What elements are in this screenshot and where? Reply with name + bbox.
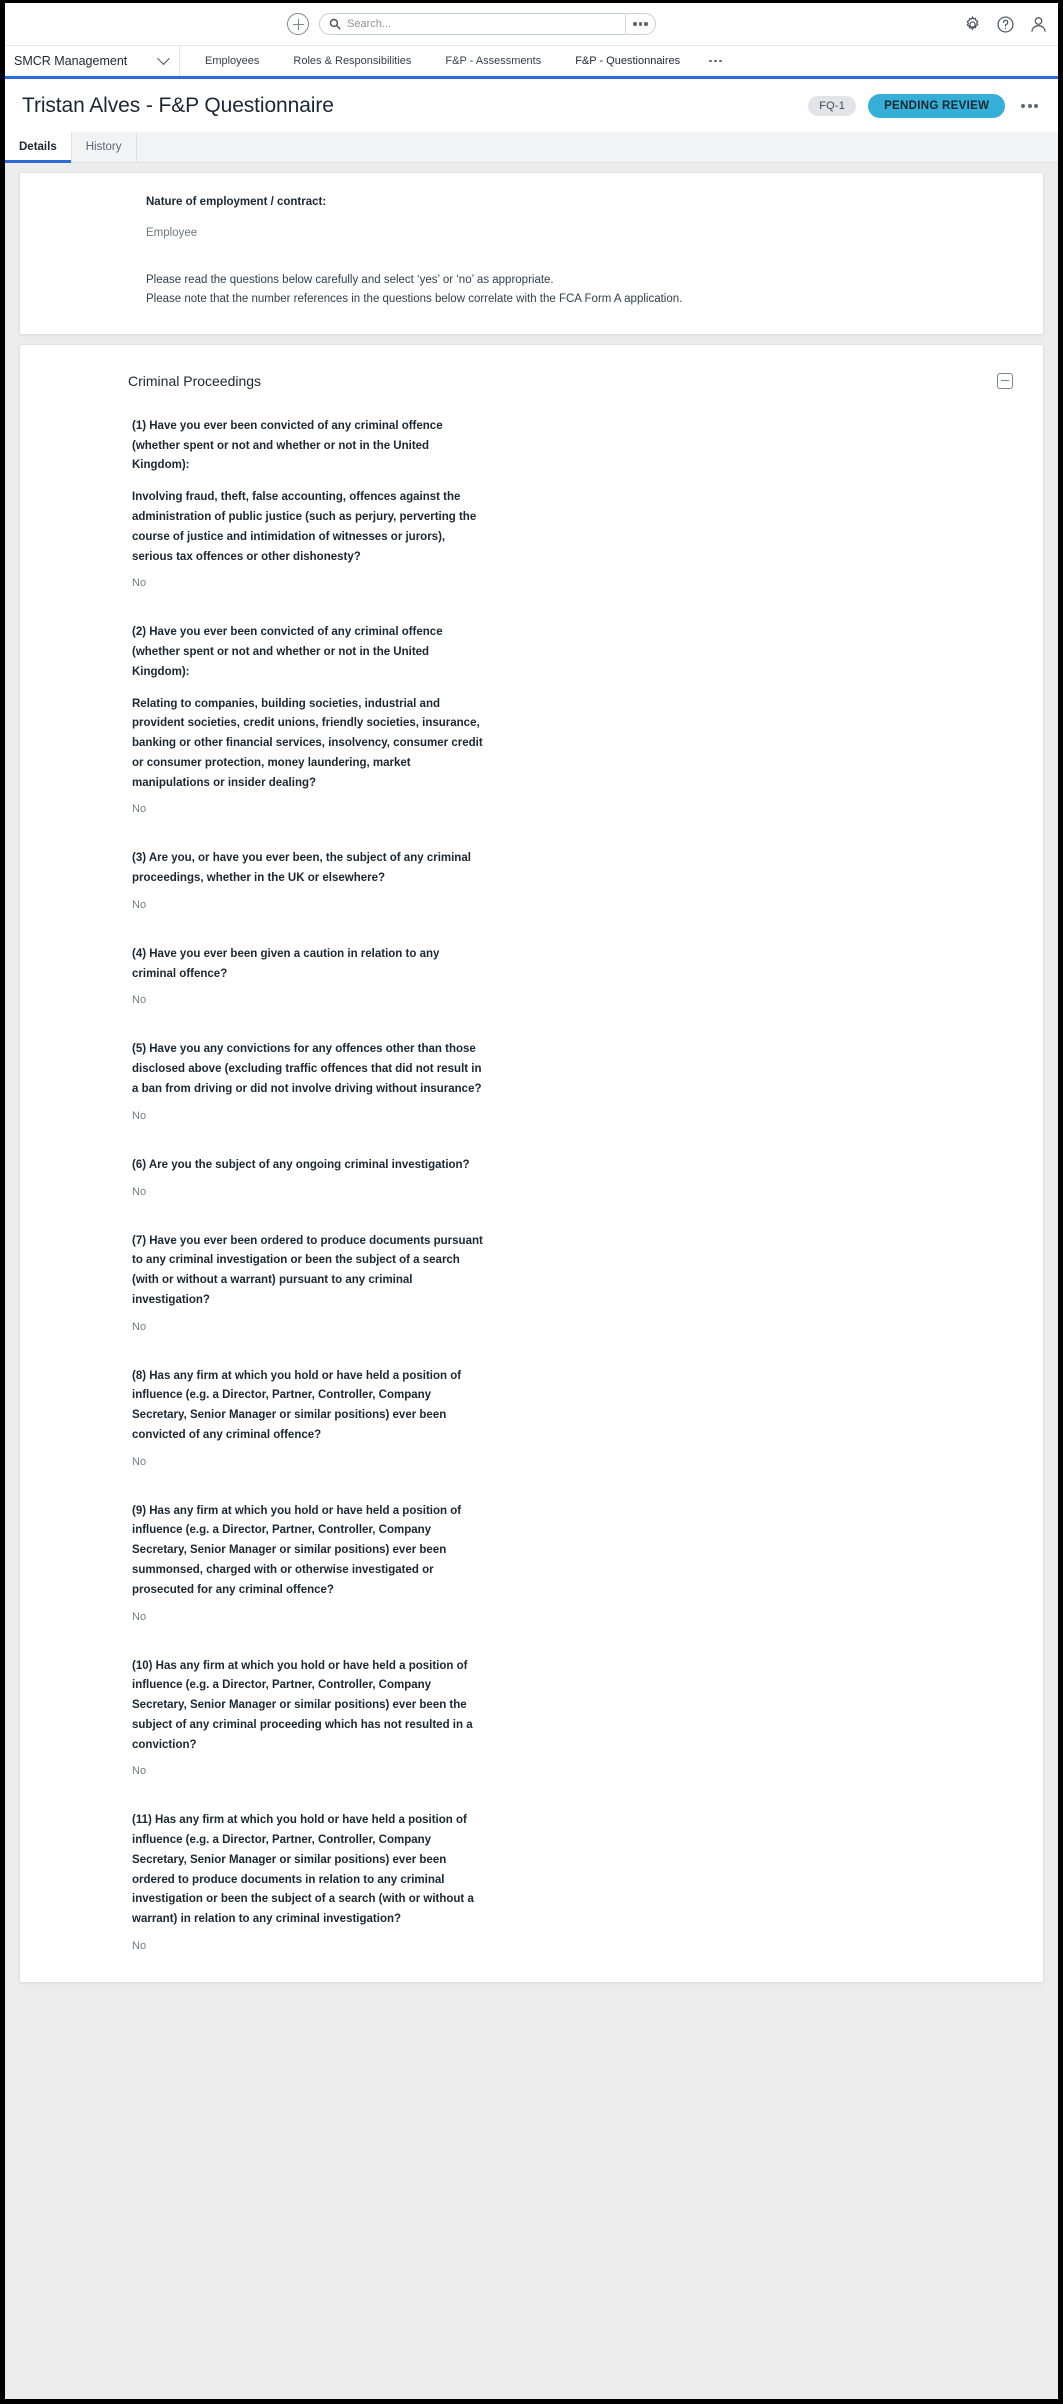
question-answer: No [132, 1610, 147, 1623]
nav-tab-roles-responsibilities[interactable] [276, 46, 428, 76]
question-item [132, 1232, 1013, 1333]
question-answer: No [132, 994, 147, 1007]
page-actions-menu-button[interactable] [1017, 104, 1042, 108]
nav-tab-fp-assessments[interactable] [428, 46, 558, 76]
nav-tab-label: F&P - Questionnaires [575, 55, 681, 67]
question-answer: No [132, 898, 147, 911]
question-item [132, 1156, 1013, 1198]
ellipsis-icon [709, 60, 722, 63]
global-toolbar [5, 3, 1058, 46]
page-content [5, 163, 1058, 2399]
question-text: (1) Have you ever been convicted of any criminal offence (whether spent or not and whether or not in the United Kingdom): [132, 419, 443, 472]
question-text: (3) Are you, or have you ever been, the subject of any criminal proceedings, whether in the UK or elsewhere? [132, 852, 471, 885]
tab-details[interactable] [5, 132, 72, 162]
minus-square-icon[interactable] [997, 373, 1013, 389]
nav-tab-label: Roles & Responsibilities [293, 55, 412, 67]
question-item [132, 945, 1013, 1007]
tab-label: History [85, 141, 122, 153]
page-title: Tristan Alves - F&P Questionnaire [22, 93, 334, 117]
gear-icon[interactable] [963, 15, 982, 34]
search-icon [329, 18, 341, 30]
page-header-actions [808, 94, 1042, 118]
nav-tab-employees[interactable] [188, 46, 276, 76]
nav-tab-fp-questionnaires[interactable] [558, 46, 697, 76]
instructions-text [146, 271, 1017, 309]
app-navigation-bar [5, 46, 1058, 79]
question-text: (10) Has any firm at which you hold or have held a position of influence (e.g. a Director, Partner, Controller, Company Secretary, Senior Manager or similar positions) ever been the subject of any criminal proceeding which has not resulted in a conviction? [132, 1659, 473, 1751]
chevron-down-icon [157, 52, 170, 65]
question-text: (5) Have you any convictions for any offences other than those disclosed above (excluding traffic offences that did not result in a ban from driving or did not involve driving without insurance? [132, 1043, 482, 1096]
question-list [20, 417, 1043, 1952]
question-item [132, 849, 1013, 911]
instruction-line-2: Please note that the number references in the questions below correlate with the FCA Form A application. [146, 292, 683, 305]
instruction-line-1: Please read the questions below carefully and select ‘yes’ or ‘no’ as appropriate. [146, 274, 554, 286]
search-input[interactable] [341, 18, 625, 30]
question-answer: No [132, 1939, 147, 1952]
question-answer: No [132, 1185, 147, 1198]
question-answer: No [132, 803, 147, 816]
nav-tab-list [180, 46, 734, 76]
question-item [132, 1657, 1013, 1778]
app-name-label: SMCR Management [14, 54, 128, 68]
help-icon[interactable] [996, 15, 1015, 34]
question-detail: Involving fraud, theft, false accounting, offences against the administration of public justice (such as perjury, perverting the course of justice and intimidation of witnesses or jurors), serious tax offences or other dishonesty? [132, 491, 477, 563]
question-detail: Relating to companies, building societies, industrial and provident societies, credit unions, friendly societies, insurance, banking or other financial services, insolvency, consumer credit or consumer protection, money laundering, market manipulations or insider dealing? [132, 697, 483, 789]
question-text: (8) Has any firm at which you hold or have held a position of influence (e.g. a Director, Partner, Controller, Company Secretary, Senior Manager or similar positions) ever been convicted of any criminal offence? [132, 1369, 462, 1441]
question-text: (2) Have you ever been convicted of any criminal offence (whether spent or not and whether or not in the United Kingdom): [132, 626, 443, 678]
search-options-button[interactable] [625, 14, 655, 34]
global-toolbar-icons [963, 15, 1048, 34]
question-item [132, 623, 1013, 815]
global-search-area [287, 13, 656, 35]
question-item [132, 1367, 1013, 1468]
plus-circle-icon[interactable] [287, 13, 309, 35]
criminal-proceedings-card [19, 344, 1044, 1983]
question-text: (9) Has any firm at which you hold or have held a position of influence (e.g. a Director, Partner, Controller, Company Secretary, Senior Manager or similar positions) ever been summonsed, charged with or otherwise investigated or prosecuted for any criminal offence? [132, 1504, 462, 1596]
tab-history[interactable] [72, 132, 137, 162]
section-title: Criminal Proceedings [128, 372, 262, 389]
question-item [132, 417, 1013, 589]
global-search-box[interactable] [319, 13, 656, 35]
question-text: (6) Are you the subject of any ongoing criminal investigation? [132, 1158, 470, 1171]
question-text: (7) Have you ever been ordered to produce documents pursuant to any criminal investigation or been the subject of a search (with or without a warrant) pursuant to any criminal investigation? [132, 1234, 483, 1306]
question-answer: No [132, 1765, 147, 1778]
nav-overflow-button[interactable] [697, 46, 734, 76]
question-item [132, 1811, 1013, 1952]
question-answer: No [132, 1109, 147, 1122]
nav-tab-label: Employees [205, 55, 260, 67]
tab-label: Details [19, 141, 57, 153]
question-item [132, 1502, 1013, 1623]
question-text: (11) Has any firm at which you hold or have held a position of influence (e.g. a Director, Partner, Controller, Company Secretary, Senior Manager or similar positions) ever been ordered to produce documents in relation to any criminal investigation or been the subject of a search (with or without a warrant) in relation to any criminal investigation? [132, 1814, 474, 1926]
nature-of-employment-label: Nature of employment / contract: [146, 196, 327, 208]
user-avatar-icon[interactable] [1029, 15, 1048, 34]
question-answer: No [132, 577, 147, 590]
status-badge[interactable]: PENDING REVIEW [868, 94, 1005, 118]
question-answer: No [132, 1320, 147, 1333]
question-item [132, 1040, 1013, 1121]
record-tab-bar [5, 132, 1058, 163]
record-id-badge: FQ-1 [808, 96, 856, 116]
nav-tab-label: F&P - Assessments [445, 55, 542, 67]
question-answer: No [132, 1455, 147, 1468]
nature-of-employment-value: Employee [146, 227, 198, 239]
app-selector[interactable] [5, 46, 180, 76]
section-header [20, 373, 1043, 389]
ellipsis-icon [633, 22, 647, 25]
question-text: (4) Have you ever been given a caution in relation to any criminal offence? [132, 947, 440, 980]
ellipsis-icon [1021, 104, 1038, 108]
page-header [5, 79, 1058, 132]
employment-details-card [19, 172, 1044, 335]
